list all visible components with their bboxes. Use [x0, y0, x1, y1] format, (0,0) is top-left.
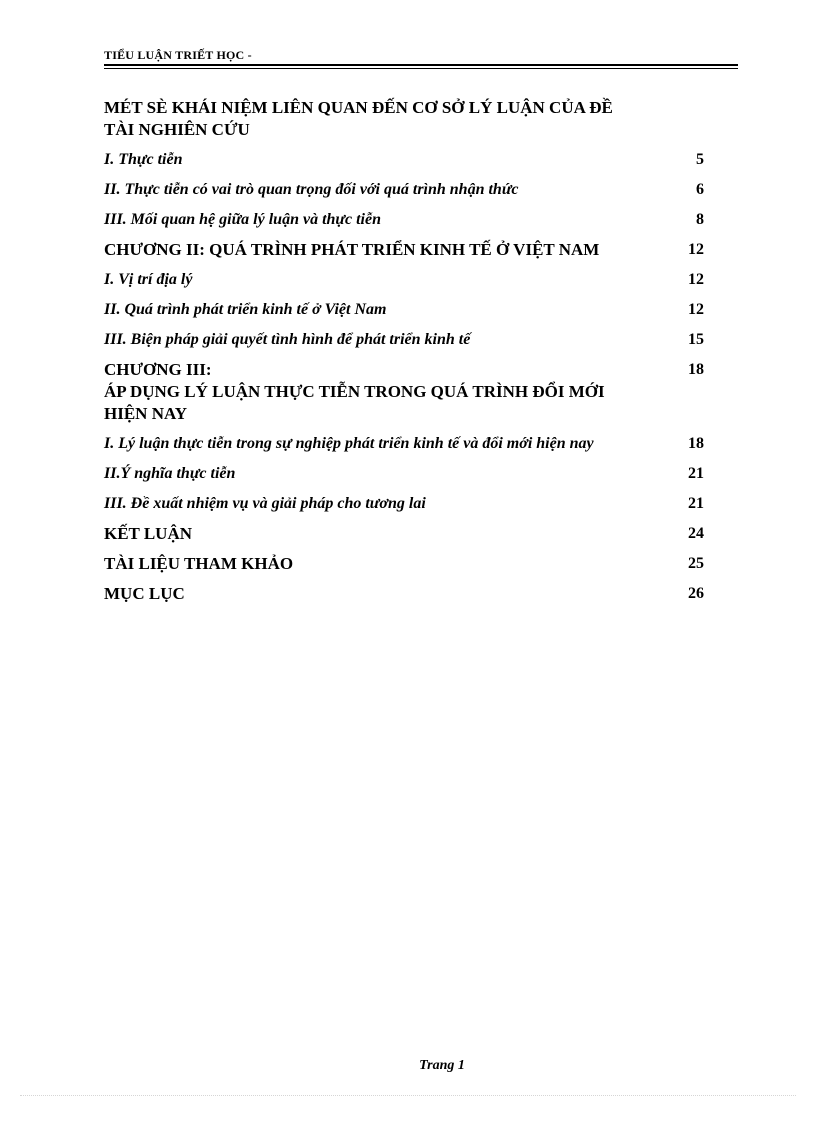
toc-entry-title: III. Đề xuất nhiệm vụ và giải pháp cho tương lai	[104, 495, 426, 512]
toc-entry-y-nghia	[104, 463, 704, 485]
toc-entry-page: 12	[688, 241, 704, 258]
toc-entry-title: MÉT SÈ KHÁI NIỆM LIÊN QUAN ĐẾN CƠ SỞ LÝ LUẬN CỦA ĐỀ TÀI NGHIÊN CỨU	[104, 98, 613, 139]
toc-entry-page: 21	[688, 495, 704, 512]
header-rule-thin	[104, 68, 738, 69]
page-footer: Trang 1	[419, 1058, 465, 1073]
toc-entry-page: 6	[696, 181, 704, 198]
toc-entry-de-xuat	[104, 493, 704, 515]
toc-entry-title: CHƯƠNG III:	[104, 360, 212, 379]
toc-entry-thuc-tien	[104, 149, 704, 171]
toc-entry-page: 21	[688, 465, 704, 482]
toc-entry-title: ÁP DỤNG LÝ LUẬN THỰC TIỄN TRONG QUÁ TRÌNH ĐỔI MỚI HIỆN NAY	[104, 382, 605, 423]
header-rule-thick	[104, 64, 738, 66]
toc-entry-title: I. Vị trí địa lý	[104, 271, 193, 288]
toc-entry-vai-tro	[104, 179, 704, 201]
toc-entry-page: 5	[696, 151, 704, 168]
toc-entry-title: CHƯƠNG II: QUÁ TRÌNH PHÁT TRIỂN KINH TẾ Ở VIỆT NAM	[104, 240, 600, 259]
toc-entry-tai-lieu	[104, 553, 704, 575]
toc-entry-ket-luan	[104, 523, 704, 545]
toc-entry-title: II. Quá trình phát triển kinh tế ở Việt Nam	[104, 301, 387, 318]
toc-entry-title: MỤC LỤC	[104, 584, 185, 603]
table-of-contents	[104, 97, 704, 605]
toc-entry-moi-quan-he	[104, 209, 704, 231]
toc-entry-title: III. Mối quan hệ giữa lý luận và thực tiễn	[104, 211, 381, 228]
toc-entry-chapter-3-subtitle	[104, 381, 704, 425]
toc-entry-title: TÀI LIỆU THAM KHẢO	[104, 554, 294, 573]
toc-entry-page: 12	[688, 301, 704, 318]
toc-entry-chapter-3	[104, 359, 704, 381]
toc-entry-title: I. Lý luận thực tiễn trong sự nghiệp phát triển kinh tế và đổi mới hiện nay	[104, 435, 594, 452]
toc-entry-title: I. Thực tiễn	[104, 151, 183, 168]
toc-entry-title: KẾT LUẬN	[104, 524, 193, 543]
toc-entry-intro-concepts	[104, 97, 704, 141]
toc-entry-page: 8	[696, 211, 704, 228]
toc-entry-ly-luan	[104, 433, 704, 455]
toc-entry-qua-trinh	[104, 299, 704, 321]
toc-entry-page: 18	[688, 361, 704, 378]
page-bottom-border	[20, 1095, 796, 1096]
toc-entry-title: II. Thực tiễn có vai trò quan trọng đối với quá trình nhận thức	[104, 181, 519, 198]
toc-entry-page: 15	[688, 331, 704, 348]
toc-entry-page: 24	[688, 525, 704, 542]
toc-entry-page: 12	[688, 271, 704, 288]
toc-entry-page: 25	[688, 555, 704, 572]
toc-entry-vi-tri	[104, 269, 704, 291]
toc-entry-title: II.Ý nghĩa thực tiễn	[104, 465, 236, 482]
running-header: TIỂU LUẬN TRIẾT HỌC -	[104, 48, 252, 62]
toc-entry-page: 26	[688, 585, 704, 602]
toc-entry-page: 18	[688, 435, 704, 452]
toc-entry-chapter-2	[104, 239, 704, 261]
toc-entry-bien-phap	[104, 329, 704, 351]
toc-entry-title: III. Biện pháp giải quyết tình hình để phát triển kinh tế	[104, 331, 471, 348]
toc-entry-muc-luc	[104, 583, 704, 605]
